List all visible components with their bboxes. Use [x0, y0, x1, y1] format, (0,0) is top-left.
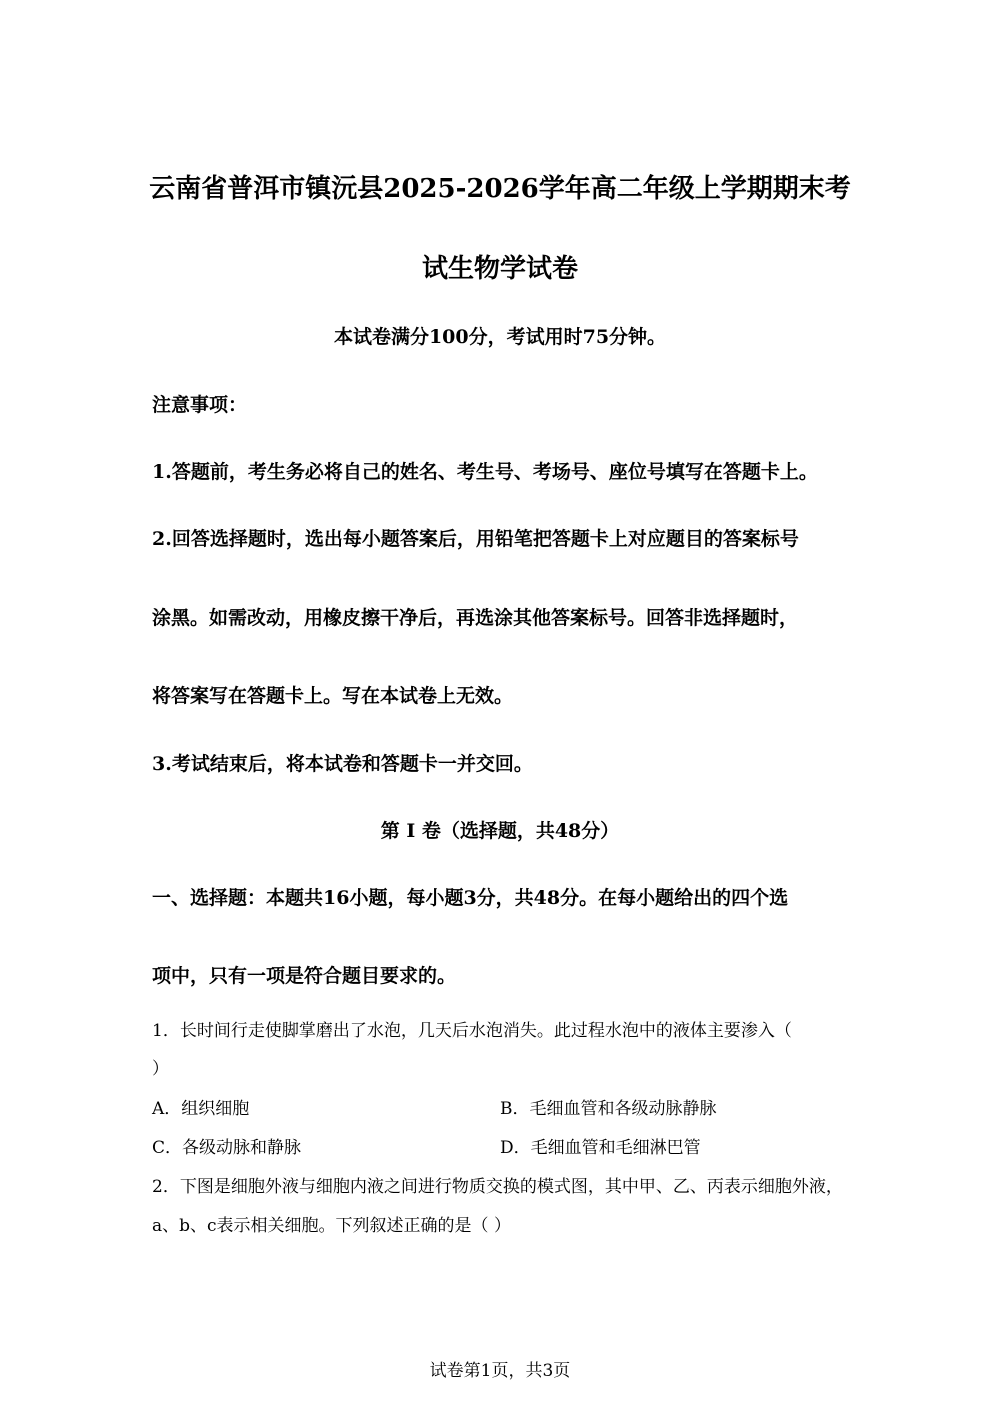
- question-1-stem-line-2: ）: [152, 1059, 169, 1079]
- question-1-stem-line-1: 1．长时间行走使脚掌磨出了水泡，几天后水泡消失。此过程水泡中的液体主要渗入（: [152, 1021, 792, 1041]
- question-2-stem-line-1: 2．下图是细胞外液与细胞内液之间进行物质交换的模式图，其中甲、乙、丙表示细胞外液，: [152, 1177, 843, 1197]
- section-instructions-line-1: 一、选择题：本题共16小题，每小题3分，共48分。在每小题给出的四个选: [152, 887, 789, 909]
- exam-subtitle: 本试卷满分100分，考试用时75分钟。: [333, 326, 667, 348]
- question-1-option-d: D．毛细血管和毛细淋巴管: [500, 1138, 701, 1158]
- part-heading: 第 I 卷（选择题，共48分）: [380, 820, 620, 842]
- question-1-option-b: B．毛细血管和各级动脉静脉: [500, 1099, 717, 1119]
- notice-item-2-line-1: 2.回答选择题时，选出每小题答案后，用铅笔把答题卡上对应题目的答案标号: [152, 528, 799, 550]
- notice-item-3: 3.考试结束后，将本试卷和答题卡一并交回。: [152, 753, 533, 775]
- notice-item-2-line-2: 涂黑。如需改动，用橡皮擦干净后，再选涂其他答案标号。回答非选择题时，: [152, 607, 799, 629]
- notice-item-1: 1.答题前，考生务必将自己的姓名、考生号、考场号、座位号填写在答题卡上。: [152, 461, 818, 483]
- exam-title-line-2: 试生物学试卷: [421, 254, 578, 284]
- question-1-option-a: A．组织细胞: [152, 1099, 250, 1119]
- section-instructions-line-2: 项中，只有一项是符合题目要求的。: [152, 965, 457, 987]
- page-footer: 试卷第1页，共3页: [429, 1361, 571, 1381]
- exam-title-line-1: 云南省普洱市镇沅县2025-2026学年高二年级上学期期末考: [149, 174, 851, 204]
- notice-item-2-line-3: 将答案写在答题卡上。写在本试卷上无效。: [152, 685, 514, 707]
- question-1-option-c: C．各级动脉和静脉: [152, 1138, 302, 1158]
- notice-heading: 注意事项：: [152, 394, 248, 416]
- question-2-stem-line-2: a、b、c表示相关细胞。下列叙述正确的是（ ）: [152, 1216, 511, 1236]
